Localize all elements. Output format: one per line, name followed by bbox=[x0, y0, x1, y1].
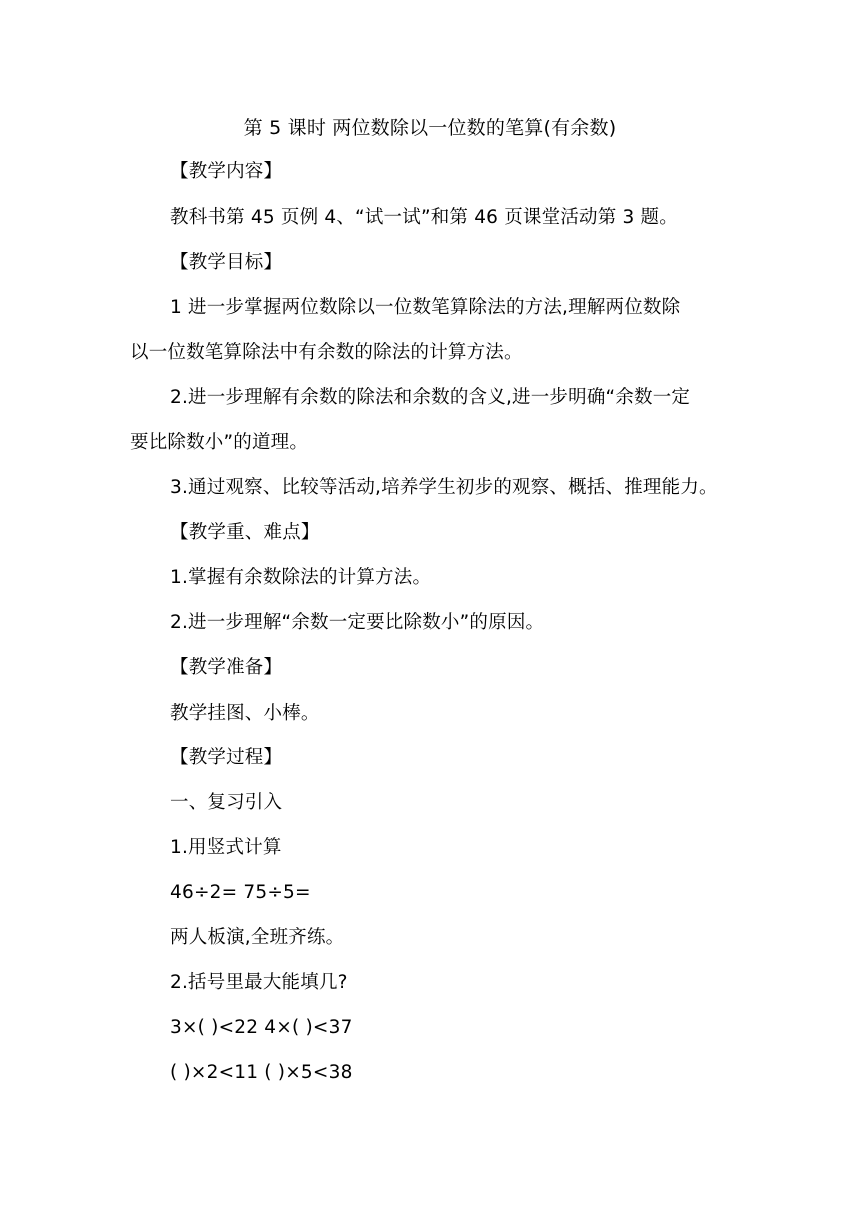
prep-paragraph: 教学挂图、小棒。 bbox=[170, 703, 320, 724]
section-heading-process: 【教学过程】 bbox=[170, 747, 283, 768]
goal-1-line-2: 以一位数笔算除法中有余数的除法的计算方法。 bbox=[130, 342, 523, 363]
part-1-heading: 一、复习引入 bbox=[170, 792, 283, 813]
goal-1-line-1: 1 进一步掌握两位数除以一位数笔算除法的方法,理解两位数除 bbox=[170, 297, 681, 318]
section-heading-prep: 【教学准备】 bbox=[170, 657, 283, 678]
keypoint-1: 1.掌握有余数除法的计算方法。 bbox=[170, 567, 432, 588]
goal-2-line-1: 2.进一步理解有余数的除法和余数的含义,进一步明确“余数一定 bbox=[170, 387, 691, 408]
step-1-heading: 1.用竖式计算 bbox=[170, 837, 282, 858]
lesson-title: 第 5 课时 两位数除以一位数的笔算(有余数) bbox=[243, 117, 617, 139]
section-heading-keypoints: 【教学重、难点】 bbox=[170, 522, 320, 543]
step-2-row-2: ( )×2<11 ( )×5<38 bbox=[170, 1062, 353, 1083]
section-heading-content: 【教学内容】 bbox=[170, 161, 283, 182]
goal-3: 3.通过观察、比较等活动,培养学生初步的观察、概括、推理能力。 bbox=[170, 477, 718, 498]
step-2-heading: 2.括号里最大能填几? bbox=[170, 972, 348, 993]
keypoint-2: 2.进一步理解“余数一定要比除数小”的原因。 bbox=[170, 612, 545, 633]
content-paragraph: 教科书第 45 页例 4、“试一试”和第 46 页课堂活动第 3 题。 bbox=[170, 207, 678, 228]
section-heading-goals: 【教学目标】 bbox=[170, 252, 283, 273]
step-1-problems: 46÷2= 75÷5= bbox=[170, 882, 311, 903]
step-1-note: 两人板演,全班齐练。 bbox=[170, 927, 345, 948]
step-2-row-1: 3×( )<22 4×( )<37 bbox=[170, 1017, 353, 1038]
goal-2-line-2: 要比除数小”的道理。 bbox=[130, 432, 309, 453]
